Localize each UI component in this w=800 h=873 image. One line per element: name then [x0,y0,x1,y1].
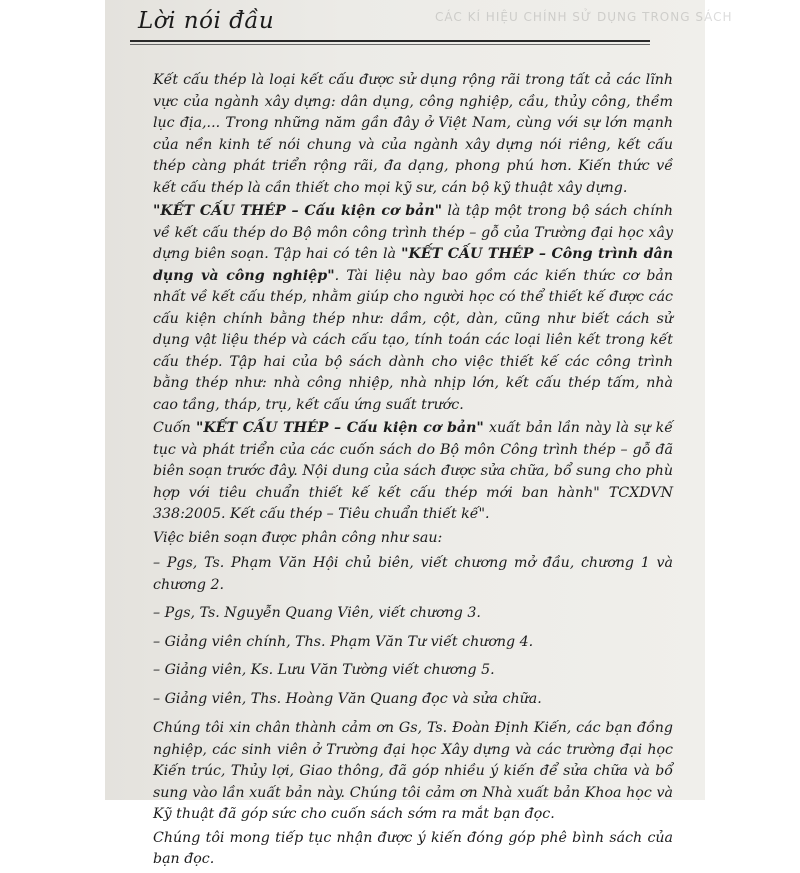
page-body [153,70,673,873]
paragraph-closing: Chúng tôi mong tiếp tục nhận được ý kiến đóng góp phê bình sách của bạn đọc. [153,829,673,867]
paragraph-thanks: Chúng tôi xin chân thành cảm ơn Gs, Ts. Đoàn Định Kiến, các bạn đồng nghiệp, các sinh viên ở Trường đại học Xây dựng và các trường đại học Kiến trúc, Thủy lợi, Giao thông, đã góp nhiều ý kiến để sửa chữa và bổ sung vào lần xuất bản này. Chúng tôi cảm ơn Nhà xuất bản Khoa học và Kỹ thuật đã góp sức cho cuốn sách sớm ra mắt bạn đọc. [153,720,673,822]
page-title: Lời nói đầu [138,8,275,34]
paragraph-series: "KẾT CẤU THÉP – Cấu kiện cơ bản" là tập một trong bộ sách chính về kết cấu thép do Bộ môn công trình thép – gỗ của Trường đại học xây dựng biên soạn. Tập hai có tên là "KẾT CẤU THÉP – Công trình dân dụng và công nghiệp". Tài liệu này bao gồm các kiến thức cơ bản nhất về kết cấu thép, nhằm giúp cho người học có thể thiết kế được các cấu kiện chính bằng thép như: dầm, cột, dàn, cũng như biết cách sử dụng vật liệu thép và cách cấu tạo, tính toán các loại liên kết trong kết cấu thép. Tập hai của bộ sách dành cho việc thiết kế các công trình bằng thép như: nhà công nhiệp, nhà nhịp lớn, kết cấu thép tấm, nhà cao tầng, tháp, trụ, kết cấu ứng suất trước. [153,203,674,413]
heading-rule-thin [130,44,650,45]
list-item: – Pgs, Ts. Nguyễn Quang Viên, viết chương 3. [153,605,481,621]
paragraph-edition: Cuốn "KẾT CẤU THÉP – Cấu kiện cơ bản" xuất bản lần này là sự kế tục và phát triển của các cuốn sách do Bộ môn Công trình thép – gỗ đã biên soạn trước đây. Nội dung của sách được sửa chữa, bổ sung cho phù hợp với tiêu chuẩn thiết kế kết cấu thép mới ban hành" TCXDVN 338:2005. Kết cấu thép – Tiêu chuẩn thiết kế". [153,420,673,522]
show-through-text: CÁC KÍ HIỆU CHÍNH SỬ DỤNG TRONG SÁCH [435,10,733,24]
paragraph-assignment: Việc biên soạn được phân công như sau: [153,529,443,546]
author-list [153,553,673,710]
list-item: – Giảng viên, Ks. Lưu Văn Tường viết chương 5. [153,662,495,678]
list-item: – Giảng viên chính, Ths. Phạm Văn Tư viết chương 4. [153,633,534,650]
paragraph-intro: Kết cấu thép là loại kết cấu được sử dụng rộng rãi trong tất cả các lĩnh vực của ngành xây dựng: dân dụng, công nghiệp, cầu, thủy công, thềm lục địa,... Trong những năm gần đây ở Việt Nam, cùng với sự lớn mạnh của nền kinh tế nói chung và của ngành xây dựng nói riêng, kết cấu thép càng phát triển rộng rãi, đa dạng, phong phú hơn. Kiến thức về kết cấu thép là cần thiết cho mọi kỹ sư, cán bộ kỹ thuật xây dựng. [153,72,673,196]
list-item: – Giảng viên, Ths. Hoàng Văn Quang đọc và sửa chữa. [153,690,542,707]
list-item: – Pgs, Ts. Phạm Văn Hội chủ biên, viết chương mở đầu, chương 1 và chương 2. [153,555,673,593]
heading-rule [130,40,650,42]
